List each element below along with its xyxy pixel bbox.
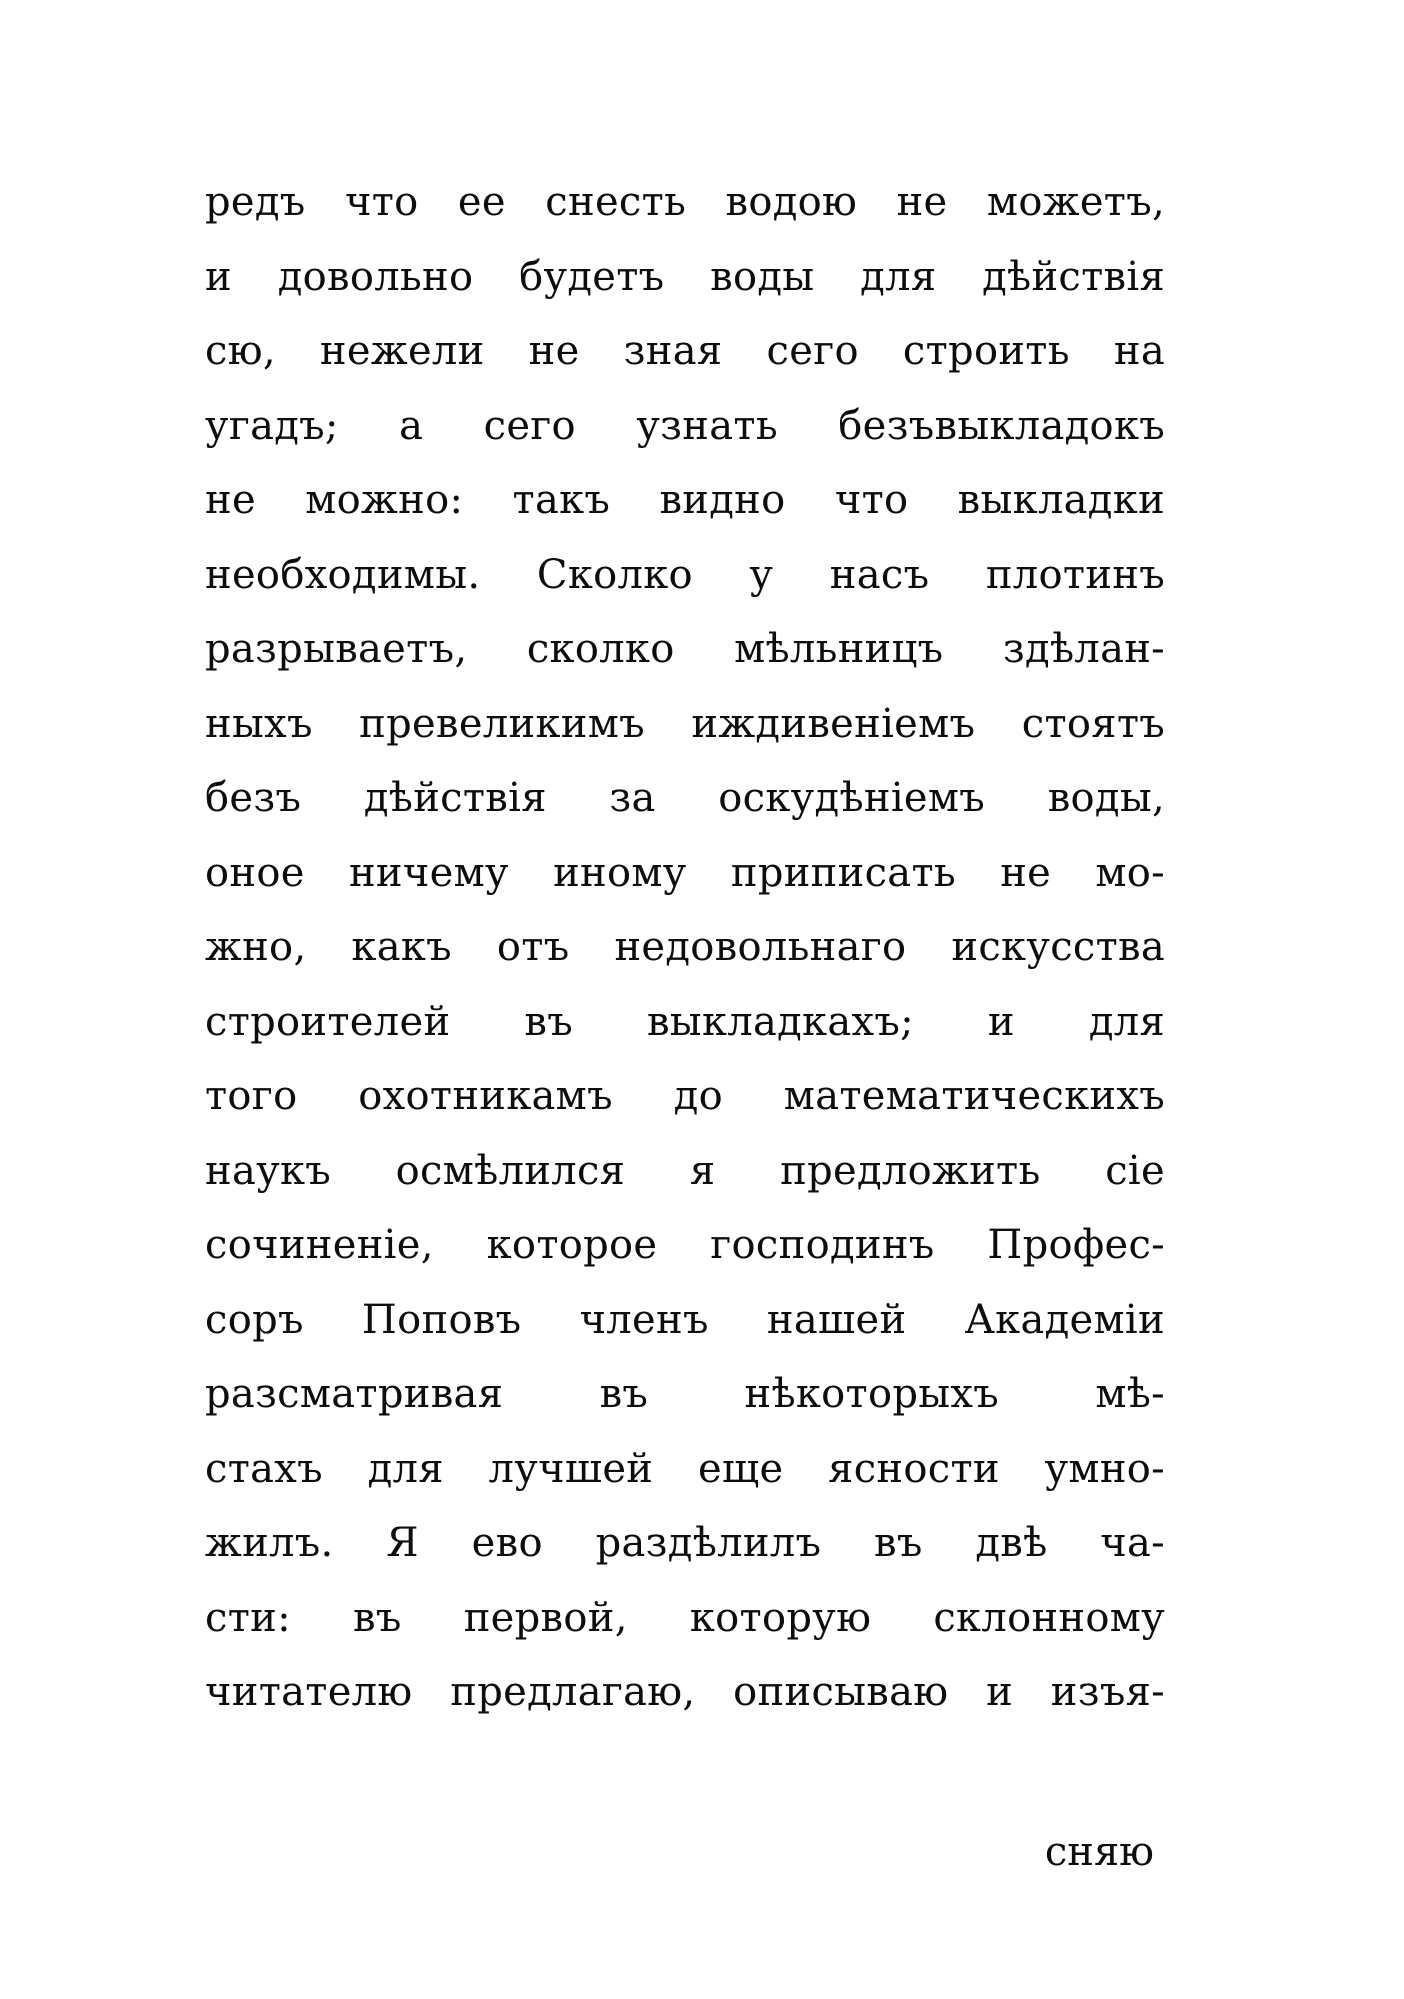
text-line: необходимы. Сколко у насъ плотинъ <box>205 551 1165 598</box>
text-line: ныхъ превеликимъ иждивеніемъ стоятъ <box>205 700 1165 747</box>
text-line: и довольно будетъ воды для дѣйствія <box>205 253 1165 300</box>
text-line: сю, нежели не зная сего строить на <box>205 328 1165 374</box>
text-line: оное ничему иному приписать не мо- <box>205 849 1165 896</box>
text-line: читателю предлагаю, описываю и изъя- <box>205 1669 1165 1715</box>
body-text <box>205 165 1165 1730</box>
text-line: не можно: такъ видно что выкладки <box>205 477 1165 523</box>
text-line: разрываетъ, сколко мѣльницъ здѣлан- <box>205 626 1165 672</box>
text-line: редъ что ее снесть водою не можетъ, <box>205 179 1165 225</box>
text-line: стахъ для лучшей еще ясности умно- <box>205 1445 1165 1492</box>
text-line: наукъ осмѣлился я предложить сіе <box>205 1147 1165 1194</box>
text-line: угадъ; а сего узнать безъвыкладокъ <box>205 402 1165 449</box>
text-line: жно, какъ отъ недовольнаго искусства <box>205 924 1165 970</box>
text-line: безъ дѣйствія за оскудѣніемъ воды, <box>205 775 1165 821</box>
catchword: сняю <box>1044 1829 1154 1875</box>
text-line: строителей въ выкладкахъ; и для <box>205 998 1165 1045</box>
text-line: того охотникамъ до математическихъ <box>205 1073 1165 1119</box>
text-line: сочиненіе, которое господинъ Профес- <box>205 1222 1165 1268</box>
text-line: жилъ. Я ево раздѣлилъ въ двѣ ча- <box>205 1520 1165 1566</box>
text-line: соръ Поповъ членъ нашей Академіи <box>205 1296 1165 1343</box>
text-line: сти: въ первой, которую склонному <box>205 1594 1165 1641</box>
text-line: разсматривая въ нѣкоторыхъ мѣ- <box>205 1371 1165 1417</box>
